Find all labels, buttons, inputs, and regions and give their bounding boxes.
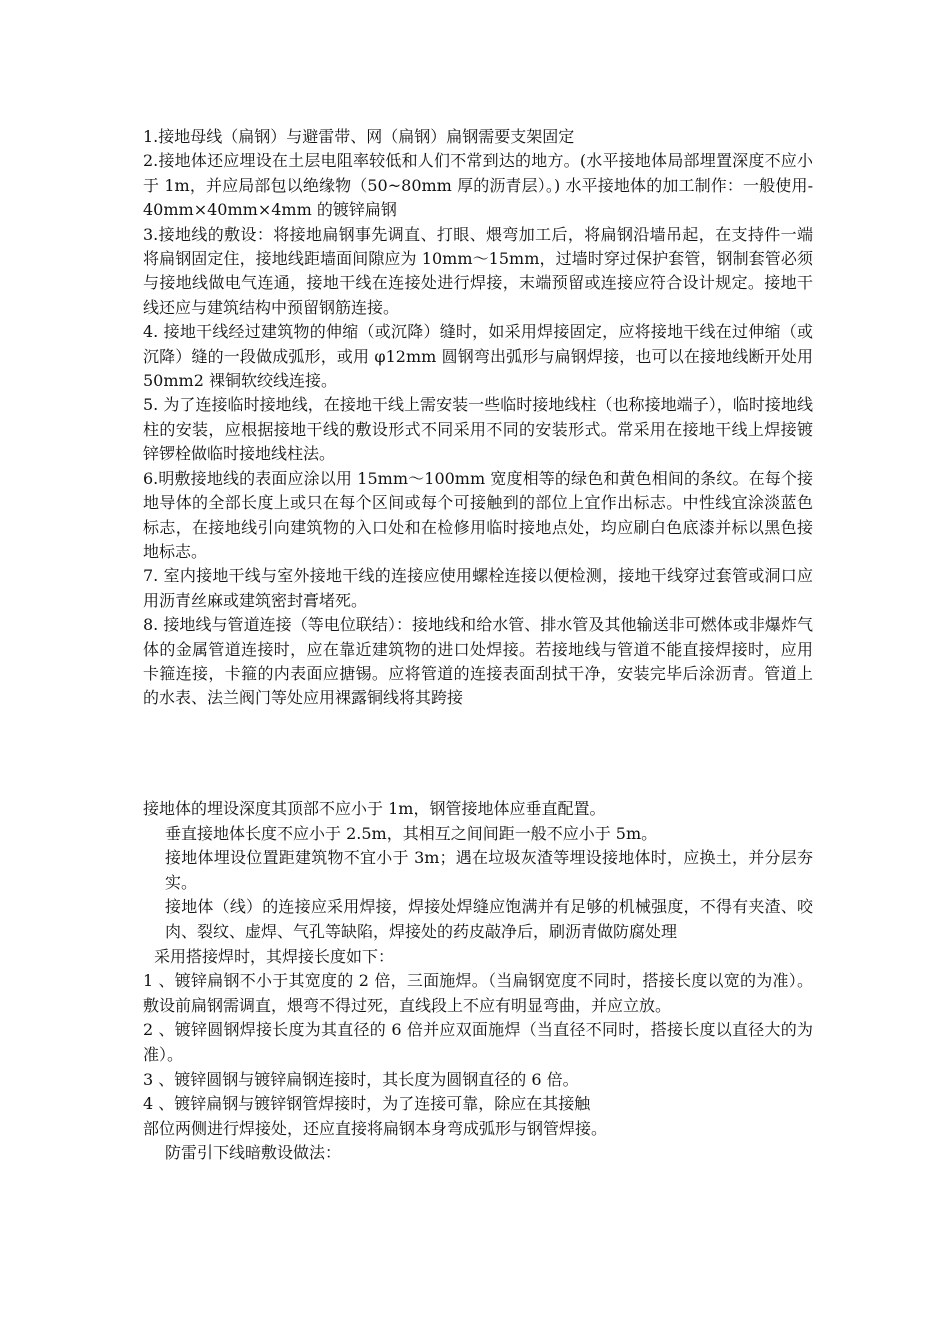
paragraph-5: 5. 为了连接临时接地线，在接地干线上需安装一些临时接地线柱（也称接地端子），临时接地线柱的安装，应根据接地干线的敷设形式不同采用不同的安装形式。常采用在接地干线上焊接镀锌锣栓做临时接地线柱法。 [143,395,813,464]
lap-weld-item-2: 2 、镀锌圆钢焊接长度为其直径的 6 倍并应双面施焊（当直径不同时，搭接长度以直径大的为准）。 [143,1020,813,1064]
grounding-notes-section [143,125,813,711]
lap-weld-item-4: 4 、镀锌扁钢与镀锌钢管焊接时，为了连接可靠，除应在其接触 [143,1094,591,1114]
paragraph-8: 8. 接地线与管道连接（等电位联结）：接地线和给水管、排水管及其他输送非可燃体或非爆炸气体的金属管道连接时，应在靠近建筑物的进口处焊接。若接地线与管道不能直接焊接时，应用卡箍连接，卡箍的内表面应搪锡。应将管道的连接表面刮拭干净，安装完毕后涂沥青。管道上的水表、法兰阀门等处应用裸露铜线将其跨接 [143,615,813,708]
vertical-length-paragraph: 垂直接地体长度不应小于 2.5m，其相互之间间距一般不应小于 5m。 [165,823,658,843]
paragraph-7: 7. 室内接地干线与室外接地干线的连接应使用螺栓连接以便检测，接地干线穿过套管或洞口应用沥青丝麻或建筑密封膏堵死。 [143,566,813,610]
lightning-downlead-heading: 防雷引下线暗敷设做法： [165,1143,342,1163]
paragraph-3: 3.接地线的敷设：将接地扁钢事先调直、打眼、煨弯加工后，将扁钢沿墙吊起，在支持件一端将扁钢固定住，接地线距墙面间隙应为 10mm～15mm，过墙时穿过保护套管，钢制套管必须与接地线做电气连通，接地干线在连接处进行焊接，末端预留或连接应符合设计规定。接地干线还应与建筑结构中预留钢筋连接。 [143,224,813,317]
grounding-body-section [143,797,813,1166]
paragraph-6: 6.明敷接地线的表面应涂以用 15mm～100mm 宽度相等的绿色和黄色相间的条纹。在每个接地导体的全部长度上或只在每个区间或每个可接触到的部位上宜作出标志。中性线宜涂淡蓝色标志，在接地线引向建筑物的入口处和在检修用临时接地点处，均应刷白色底漆并标以黑色接地标志。 [143,468,813,561]
position-distance-paragraph: 接地体埋设位置距建筑物不宜小于 3m；遇在垃圾灰渣等埋设接地体时，应换土，并分层夯实。 [165,848,813,892]
burial-depth-paragraph: 接地体的埋设深度其顶部不应小于 1m，钢管接地体应垂直配置。 [143,799,606,818]
lap-weld-item-3: 3 、镀锌圆钢与镀锌扁钢连接时，其长度为圆钢直径的 6 倍。 [143,1069,579,1089]
lap-weld-intro: 采用搭接焊时，其焊接长度如下： [154,946,395,966]
paragraph-2: 2.接地体还应埋设在土层电阻率较低和人们不常到达的地方。(水平接地体局部埋置深度不应小于 1m，并应局部包以绝缘物（50~80mm 厚的沥青层）。) 水平接地体的加工制作：一般使用-40mm×40mm×4mm 的镀锌扁钢 [143,151,813,220]
paragraph-1: 1.接地母线（扁钢）与避雷带、网（扁钢）扁钢需要支架固定 [143,127,575,146]
lap-weld-item-4-continued: 部位两侧进行焊接处，还应直接将扁钢本身弯成弧形与钢管焊接。 [143,1118,608,1138]
paragraph-4: 4. 接地干线经过建筑物的伸缩（或沉降）缝时，如采用焊接固定，应将接地干线在过伸缩（或沉降）缝的一段做成弧形，或用 φ12mm 圆钢弯出弧形与扁钢焊接，也可以在接地线断开处用 50mm2 裸铜软绞线连接。 [143,322,813,391]
lap-weld-item-1: 1 、镀锌扁钢不小于其宽度的 2 倍，三面施焊。（当扁钢宽度不同时，搭接长度以宽的为准）。敷设前扁钢需调直，煨弯不得过死，直线段上不应有明显弯曲，并应立放。 [143,971,813,1015]
welding-connection-paragraph: 接地体（线）的连接应采用焊接，焊接处焊缝应饱满并有足够的机械强度，不得有夹渣、咬肉、裂纹、虚焊、气孔等缺陷，焊接处的药皮敲净后，刷沥青做防腐处理 [165,897,813,941]
